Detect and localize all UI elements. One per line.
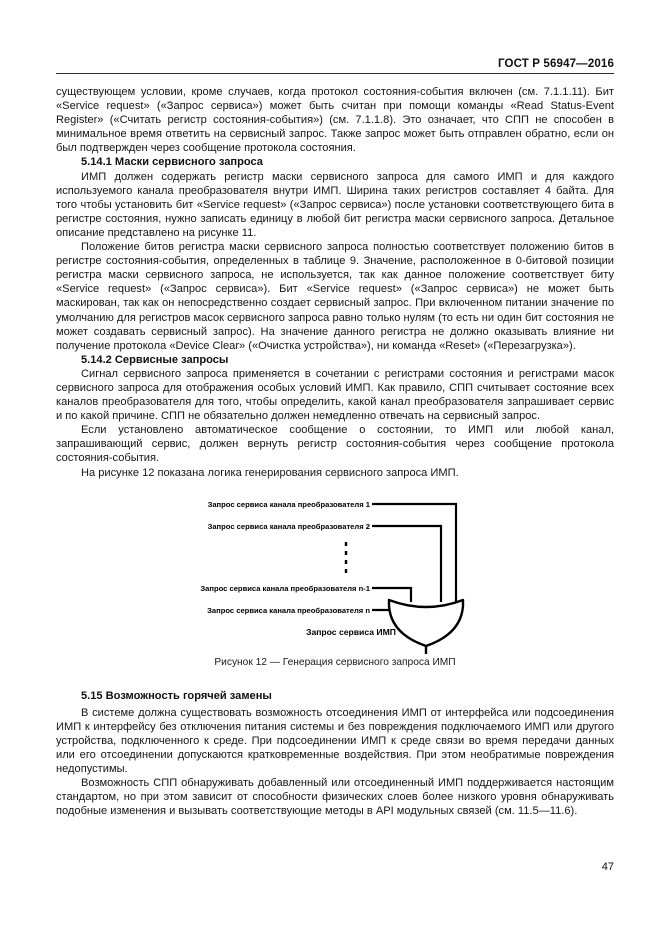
input-label-1: Запрос сервиса канала преобразователя 1 (207, 499, 370, 509)
paragraph-5-15-2: Возможность СПП обнаруживать добавленный или отсоединенный ИМП поддерживается настоящим стандартом, но при этом зависит от способности физических слоев более низкого уровня обнаруживать подобные изменения и вызывать соответствующие методы в API модульных связей (см. 11.5—11.6). (56, 777, 614, 818)
paragraph-5-15-1: В системе должна существовать возможность отсоединения ИМП от интерфейса или подсоединения ИМП к интерфейсу без отключения питания системы и без повреждения подключаемого ИМП или другого устройства, подключенного к среде. При подсоединении ИМП к среде связи во время передачи данных или его отсоединении допускаются кратковременные воздействия. При этом необратимые повреждения недопустимы. (56, 706, 614, 776)
header-rule (56, 73, 614, 74)
input-wire-2 (372, 526, 441, 602)
wire-group (372, 504, 456, 610)
input-label-2: Запрос сервиса канала преобразователя 2 (207, 521, 370, 531)
heading-5-14-1: 5.14.1 Маски сервисного запроса (81, 156, 263, 169)
paragraph-5-14-2-2: Если установлено автоматическое сообщение о состоянии, то ИМП или любой канал, запрашивающий сервис, должен вернуть регистр состояния-события через сообщение протокола состояния-события. (56, 424, 614, 465)
paragraph-intro: существующем условии, кроме случаев, когда протокол состояния-события включен (см. 7.1.1.11). Бит «Service request» («Запрос сервиса») может быть считан при помощи команды «Read Status-Event Register» («Считать регистр состояния-события») (см. 7.1.1.8). Это означает, что СПП не способен в минимальное время ответить на сервисный запрос. Также запрос может быть отправлен обратно, если он был подтвержден через сообщение протокола состояния. (56, 86, 614, 155)
input-label-n: Запрос сервиса канала преобразователя n (207, 605, 370, 615)
paragraph-5-14-1-1: ИМП должен содержать регистр маски сервисного запроса для самого ИМП и для каждого используемого канала преобразователя внутри ИМП. Ширина таких регистров составляет 4 байта. Для того чтобы установить бит «Service request» («Запрос сервиса») после установки соответствующего бита в регистре состояния, нужно записать единицу в любой бит регистра маски сервисного запроса. Детальное описание представлено на рисунке 11. (56, 170, 614, 239)
page-content (56, 56, 614, 818)
paragraph-5-14-1-2: Положение битов регистра маски сервисного запроса полностью соответствует положению битов в регистре состояния-события, определенных в таблице 9. Значение, расположенное в 0-битовой позиции регистра маски сервисного запроса, не используется, так как данное положение соответствует биту «Service request» («Запрос сервиса»). Бит «Service request» («Запрос сервиса») не может быть маскирован, так как он непосредственно создает сервисный запрос. При включенном питании значение по умолчанию для регистров масок сервисного запроса равно только нулям (то есть ни один бит состояния не может создавать сервисный запрос). На значение данного регистра не должно оказывать влияние ни получение протокола «Device Clear» («Очистка устройства»), ни команда «Reset» («Перезагрузка»). (56, 241, 614, 352)
input-label-n-minus-1: Запрос сервиса канала преобразователя n-1 (200, 583, 370, 593)
running-header (56, 56, 614, 72)
figure-caption: Рисунок 12 — Генерация сервисного запроса ИМП (214, 656, 456, 668)
paragraph-5-14-2-1: Сигнал сервисного запроса применяется в сочетании с регистрами состояния и регистрами масок сервисного запроса для отображения особых условий ИМП. Как правило, СПП считывает состояние всех каналов преобразователя для того, чтобы определить, какой канал преобразователя запрашивает сервис и по какой причине. СПП не обязательно должен немедленно отвечать на сервисный запрос. (56, 367, 614, 423)
heading-5-15: 5.15 Возможность горячей замены (81, 689, 272, 702)
page-number: 47 (601, 861, 614, 873)
figure-12 (56, 494, 614, 680)
heading-5-14-2: 5.14.2 Сервисные запросы (81, 353, 229, 366)
standard-number: ГОСТ Р 56947—2016 (497, 58, 614, 70)
output-label: Запрос сервиса ИМП (306, 626, 396, 637)
paragraph-5-14-2-3: На рисунке 12 показана логика генерирования сервисного запроса ИМП. (81, 466, 459, 479)
or-gate-icon (389, 600, 463, 646)
